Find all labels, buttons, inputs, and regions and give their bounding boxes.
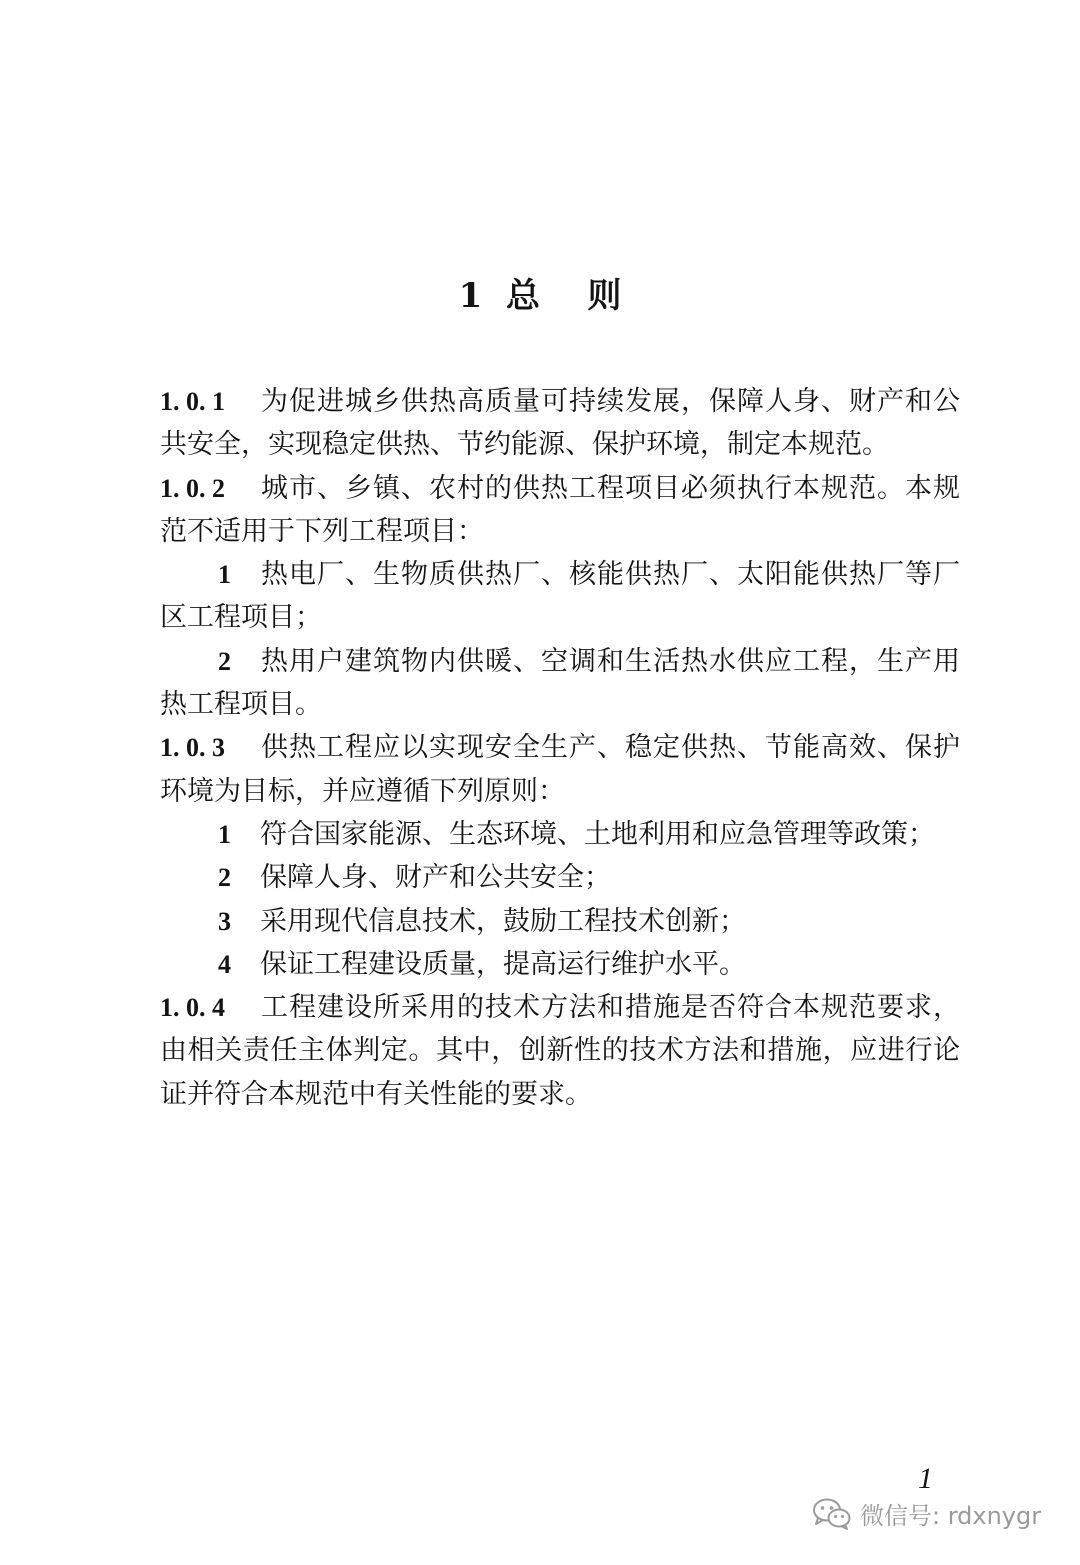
clause-item [160, 856, 960, 899]
clause-1-0-4 [160, 986, 960, 1116]
item-number: 2 [218, 863, 231, 893]
item-text: 保证工程建设质量，提高运行维护水平。 [260, 948, 746, 980]
clause-1-0-2 [160, 467, 960, 554]
item-text: 保障人身、财产和公共安全； [260, 862, 611, 894]
clause-1-0-3 [160, 726, 960, 813]
item-number: 1 [218, 819, 231, 849]
clause-text: 供热工程应以实现安全生产、稳定供热、节能高效、保护环境为目标，并应遵循下列原则： [160, 732, 960, 807]
clause-text: 为促进城乡供热高质量可持续发展，保障人身、财产和公共安全，实现稳定供热、节约能源、保护环境，制定本规范。 [160, 386, 960, 461]
clause-item [160, 640, 960, 727]
clause-text: 工程建设所采用的技术方法和措施是否符合本规范要求，由相关责任主体判定。其中，创新性的技术方法和措施，应进行论证并符合本规范中有关性能的要求。 [160, 992, 960, 1110]
item-text: 热用户建筑物内供暖、空调和生活热水供应工程，生产用热工程项目。 [160, 645, 960, 721]
clause-item [160, 900, 960, 943]
page-number: 1 [918, 1462, 933, 1495]
item-number: 2 [218, 646, 231, 676]
clause-body [160, 380, 960, 1116]
clause-number: 1. 0. 1 [160, 387, 225, 416]
item-text: 符合国家能源、生态环境、土地利用和应急管理等政策； [260, 818, 935, 850]
wechat-icon [812, 1497, 852, 1531]
clause-item [160, 553, 960, 640]
clause-item [160, 813, 960, 856]
wechat-watermark [812, 1496, 1041, 1531]
item-number: 4 [218, 949, 231, 979]
item-number: 1 [218, 560, 231, 590]
item-text: 热电厂、生物质供热厂、核能供热厂、太阳能供热厂等厂区工程项目； [160, 559, 960, 634]
clause-item [160, 943, 960, 986]
clause-text: 城市、乡镇、农村的供热工程项目必须执行本规范。本规范不适用于下列工程项目： [160, 472, 960, 547]
item-text: 采用现代信息技术，鼓励工程技术创新； [260, 905, 746, 937]
clause-number: 1. 0. 4 [160, 993, 225, 1023]
item-number: 3 [218, 906, 231, 936]
chapter-title: 1 总 则 [458, 276, 622, 316]
watermark-text: 微信号: rdxnygr [860, 1502, 1042, 1530]
clause-number: 1. 0. 3 [160, 733, 225, 763]
clause-1-0-1 [160, 380, 960, 467]
clause-number: 1. 0. 2 [160, 473, 225, 503]
